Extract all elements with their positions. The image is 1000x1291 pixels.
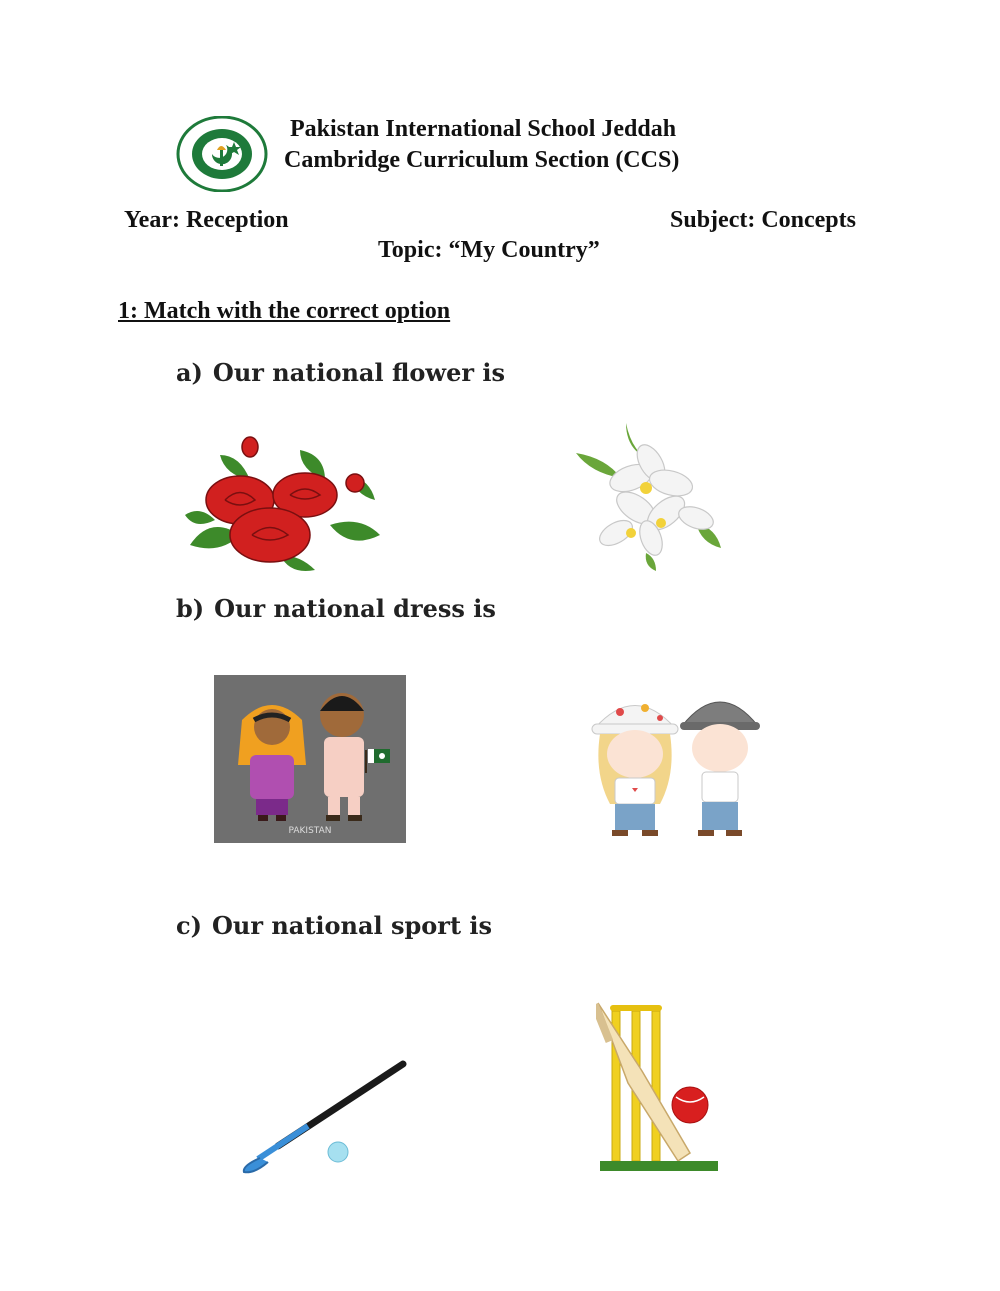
cricket-image[interactable] — [596, 1001, 720, 1173]
school-name: Pakistan International School Jeddah — [290, 116, 677, 142]
question-letter: b) — [176, 594, 205, 623]
question-text: Our national sport is — [211, 911, 493, 940]
question-text: Our national flower is — [212, 358, 505, 387]
question-b — [176, 594, 496, 623]
question-text: Our national dress is — [214, 594, 496, 623]
question-a — [176, 358, 505, 387]
topic-label: Topic: “My Country” — [378, 237, 600, 263]
question-letter: a) — [176, 358, 203, 387]
pakistani-dress-image[interactable] — [214, 675, 406, 843]
hockey-image[interactable] — [238, 1058, 408, 1174]
question-letter: c) — [176, 911, 202, 940]
jasmine-image[interactable] — [576, 423, 728, 571]
instruction-heading: 1: Match with the correct option — [118, 298, 451, 324]
dress-caption: PAKISTAN — [288, 826, 332, 836]
western-dress-image[interactable] — [590, 686, 762, 840]
section-name: Cambridge Curriculum Section (CCS) — [284, 147, 680, 173]
subject-label: Subject: Concepts — [670, 207, 856, 233]
question-c — [176, 911, 492, 940]
rose-image[interactable] — [180, 435, 386, 573]
school-logo — [176, 116, 268, 192]
year-label: Year: Reception — [124, 207, 289, 233]
